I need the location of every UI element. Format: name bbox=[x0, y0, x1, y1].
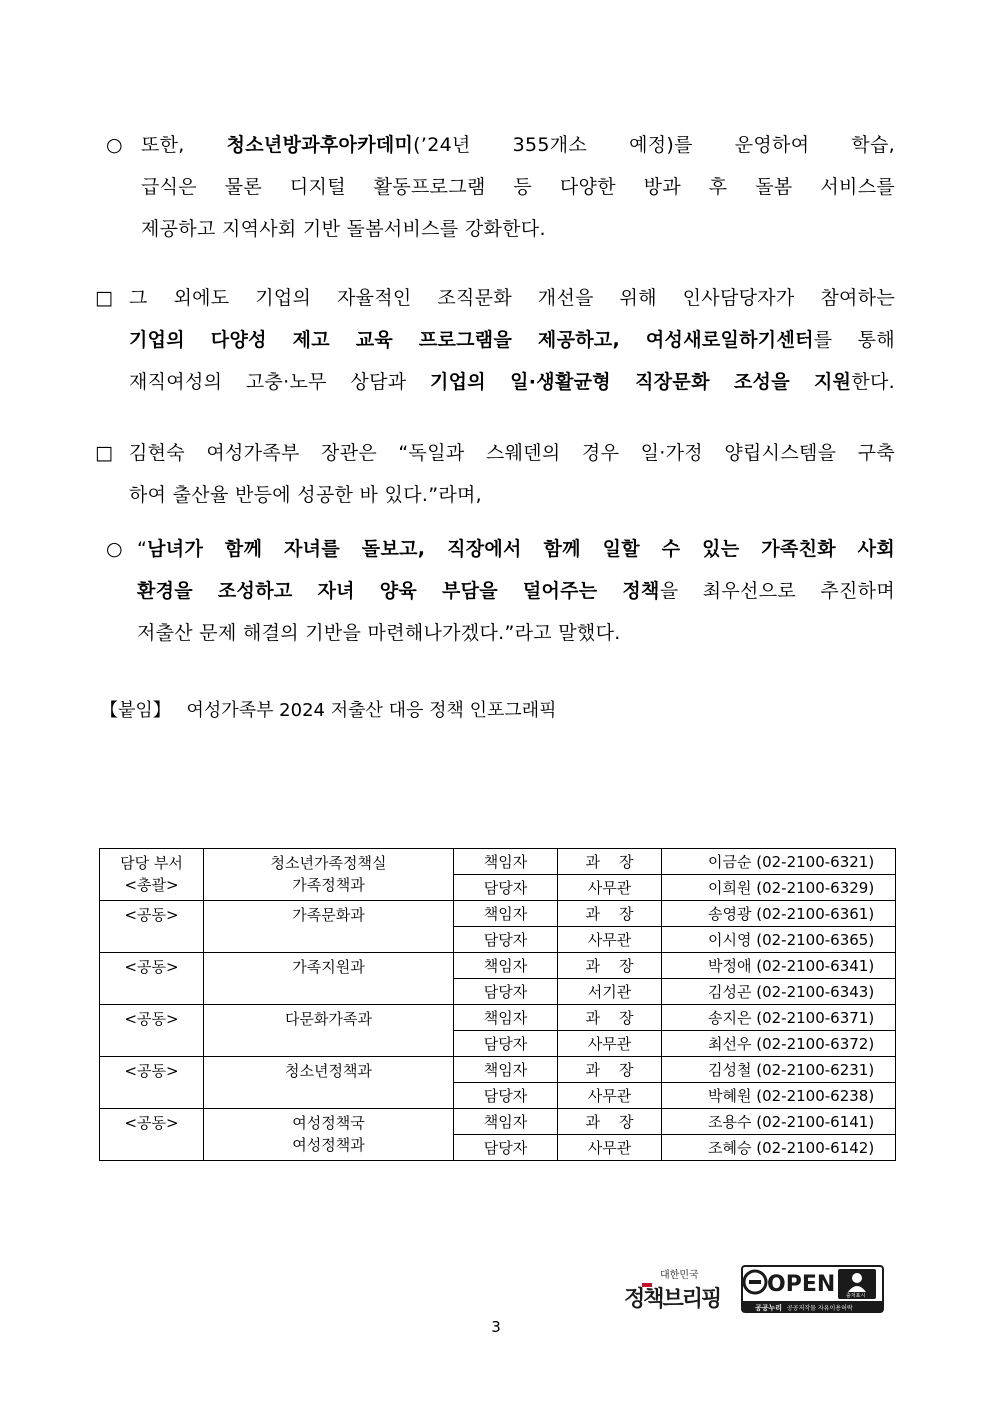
paragraph-line: 김현숙 여성가족부 장관은 “독일과 스웨덴의 경우 일·가정 양립시스템을 구축 bbox=[129, 442, 895, 464]
contact-dept-cell bbox=[204, 1057, 454, 1109]
contact-group-text: <공동> bbox=[124, 906, 179, 924]
contact-dept-text: 가족지원과 bbox=[292, 958, 365, 976]
contact-dept-text: 다문화가족과 bbox=[285, 1010, 372, 1028]
contact-group-text: <공동> bbox=[124, 1062, 179, 1080]
page-number: 3 bbox=[491, 1318, 501, 1336]
contact-title-cell: 서기관 bbox=[558, 979, 662, 1005]
circle-bullet: ○ bbox=[106, 538, 123, 560]
paragraph-line: 기업의 다양성 제고 교육 프로그램을 제공하고, 여성새로일하기센터를 통해 bbox=[129, 329, 895, 351]
paragraph-line: 제공하고 지역사회 기반 돌봄서비스를 강화한다. bbox=[141, 218, 546, 240]
table-row bbox=[100, 1005, 896, 1031]
contact-dept-cell bbox=[204, 953, 454, 1005]
person-icon bbox=[852, 1273, 862, 1283]
open-sub2-text: 공공저작물 자유이용허락 bbox=[787, 1305, 853, 1312]
paragraph-line: 하여 출산율 반등에 성공한 바 있다.”라며, bbox=[129, 484, 482, 506]
contact-dept-text: 청소년가족정책실 bbox=[270, 854, 387, 872]
table-row bbox=[100, 1057, 896, 1083]
contact-person-cell: 박혜원 (02-2100-6238) bbox=[662, 1083, 896, 1109]
contact-group-text: <공동> bbox=[124, 958, 179, 976]
paragraph-minister-quote bbox=[129, 432, 895, 516]
table-row bbox=[100, 901, 896, 927]
contact-role-cell: 책임자 bbox=[454, 1109, 558, 1135]
open-license-logo bbox=[741, 1265, 884, 1313]
contact-dept-cell bbox=[204, 1109, 454, 1161]
contact-dept-text: 가족문화과 bbox=[292, 906, 365, 924]
contact-dept-text: 여성정책국 bbox=[292, 1114, 365, 1132]
contact-role-cell: 담당자 bbox=[454, 979, 558, 1005]
contact-dept-text: 여성정책과 bbox=[292, 1136, 365, 1154]
contact-role-cell: 책임자 bbox=[454, 1005, 558, 1031]
paragraph-academy bbox=[141, 124, 895, 250]
paragraph-line: 급식은 물론 디지털 활동프로그램 등 다양한 방과 후 돌봄 서비스를 bbox=[141, 176, 895, 198]
table-row bbox=[100, 849, 896, 875]
contact-title-cell: 사무관 bbox=[558, 875, 662, 901]
contact-person-cell: 조혜승 (02-2100-6142) bbox=[662, 1135, 896, 1161]
contact-person-cell: 송지은 (02-2100-6371) bbox=[662, 1005, 896, 1031]
contact-person-cell: 이시영 (02-2100-6365) bbox=[662, 927, 896, 953]
contact-person-cell: 이희원 (02-2100-6329) bbox=[662, 875, 896, 901]
contact-dept-cell bbox=[204, 901, 454, 953]
contact-title-cell: 사무관 bbox=[558, 1083, 662, 1109]
open-sub1-text: 공공누리 bbox=[755, 1304, 783, 1312]
contact-person-cell: 김성곤 (02-2100-6343) bbox=[662, 979, 896, 1005]
contact-group-text: <공동> bbox=[124, 1114, 179, 1132]
contact-group-cell bbox=[100, 953, 204, 1005]
briefing-main-text: 정책브리핑 bbox=[624, 1287, 721, 1312]
contact-title-cell: 과 장 bbox=[558, 1005, 662, 1031]
contact-person-cell: 이금순 (02-2100-6321) bbox=[662, 849, 896, 875]
paragraph-line: 저출산 문제 해결의 기반을 마련해나가겠다.”라고 말했다. bbox=[137, 622, 621, 644]
contact-group-cell bbox=[100, 901, 204, 953]
paragraph-family-friendly bbox=[137, 528, 895, 654]
contact-role-cell: 담당자 bbox=[454, 927, 558, 953]
contact-person-cell: 조용수 (02-2100-6141) bbox=[662, 1109, 896, 1135]
contact-dept-text: 청소년정책과 bbox=[285, 1062, 372, 1080]
contact-dept-text: 가족정책과 bbox=[292, 876, 365, 894]
attachment-note bbox=[100, 696, 557, 726]
contact-person-cell: 송영광 (02-2100-6361) bbox=[662, 901, 896, 927]
contact-group-cell bbox=[100, 1109, 204, 1161]
contact-title-cell: 사무관 bbox=[558, 927, 662, 953]
paragraph-line: 재직여성의 고충·노무 상담과 기업의 일·생활균형 직장문화 조성을 지원한다. bbox=[129, 371, 895, 393]
paragraph-corporate-culture bbox=[129, 277, 895, 403]
paragraph-line: 환경을 조성하고 자녀 양육 부담을 덜어주는 정책을 최우선으로 추진하며 bbox=[137, 580, 895, 602]
contact-title-cell: 과 장 bbox=[558, 1109, 662, 1135]
contact-title-cell: 과 장 bbox=[558, 901, 662, 927]
contact-role-cell: 담당자 bbox=[454, 875, 558, 901]
table-row bbox=[100, 953, 896, 979]
contact-title-cell: 과 장 bbox=[558, 1057, 662, 1083]
attachment-text: 여성가족부 2024 저출산 대응 정책 인포그래픽 bbox=[186, 700, 557, 721]
contact-group-cell bbox=[100, 849, 204, 901]
contact-role-cell: 담당자 bbox=[454, 1083, 558, 1109]
contact-title-cell: 과 장 bbox=[558, 953, 662, 979]
contact-group-text: <총괄> bbox=[124, 876, 179, 894]
contact-title-cell: 사무관 bbox=[558, 1031, 662, 1057]
open-text: OPEN bbox=[767, 1272, 836, 1297]
circle-bullet: ○ bbox=[106, 134, 123, 156]
contact-person-cell: 최선우 (02-2100-6372) bbox=[662, 1031, 896, 1057]
contact-role-cell: 책임자 bbox=[454, 901, 558, 927]
contact-role-cell: 담당자 bbox=[454, 1135, 558, 1161]
contact-role-cell: 책임자 bbox=[454, 849, 558, 875]
contact-role-cell: 담당자 bbox=[454, 1031, 558, 1057]
contact-dept-cell bbox=[204, 1005, 454, 1057]
square-bullet: □ bbox=[95, 287, 113, 309]
table-row bbox=[100, 1109, 896, 1135]
open-badge-text: 출처표시 bbox=[846, 1293, 866, 1299]
contact-title-cell: 과 장 bbox=[558, 849, 662, 875]
contact-table bbox=[99, 848, 896, 1161]
briefing-small-text: 대한민국 bbox=[660, 1270, 699, 1281]
contact-group-cell bbox=[100, 1005, 204, 1057]
attachment-label: 【붙임】 bbox=[100, 700, 171, 721]
contact-title-cell: 사무관 bbox=[558, 1135, 662, 1161]
square-bullet: □ bbox=[95, 442, 113, 464]
briefing-accent bbox=[642, 1283, 652, 1287]
policy-briefing-logo bbox=[624, 1266, 734, 1316]
paragraph-line: 또한, 청소년방과후아카데미(’24년 355개소 예정)를 운영하여 학습, bbox=[141, 134, 895, 156]
contact-person-cell: 박정애 (02-2100-6341) bbox=[662, 953, 896, 979]
contact-dept-cell bbox=[204, 849, 454, 901]
contact-role-cell: 책임자 bbox=[454, 1057, 558, 1083]
paragraph-line: 그 외에도 기업의 자율적인 조직문화 개선을 위해 인사담당자가 참여하는 bbox=[129, 287, 895, 309]
paragraph-line: “남녀가 함께 자녀를 돌보고, 직장에서 함께 일할 수 있는 가족친화 사회 bbox=[137, 538, 895, 560]
contact-role-cell: 책임자 bbox=[454, 953, 558, 979]
contact-group-text: 담당 부서 bbox=[120, 854, 183, 872]
contact-person-cell: 김성철 (02-2100-6231) bbox=[662, 1057, 896, 1083]
contact-group-cell bbox=[100, 1057, 204, 1109]
contact-group-text: <공동> bbox=[124, 1010, 179, 1028]
